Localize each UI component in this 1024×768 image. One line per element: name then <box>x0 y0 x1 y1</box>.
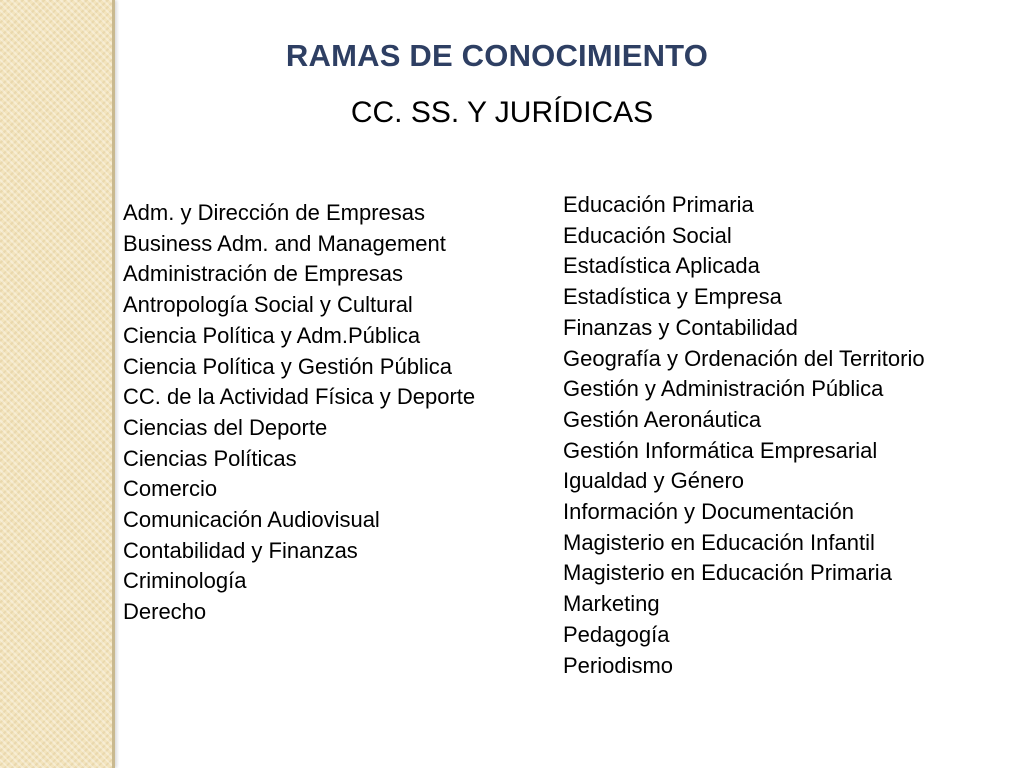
list-item: Antropología Social y Cultural <box>123 292 413 318</box>
degree-list-left <box>123 198 475 628</box>
list-item: Contabilidad y Finanzas <box>123 537 358 563</box>
list-item: Marketing <box>563 591 660 617</box>
slide-title: RAMAS DE CONOCIMIENTO <box>285 38 709 73</box>
list-item: Educación Social <box>563 222 732 248</box>
list-item: Gestión y Administración Pública <box>563 376 884 402</box>
list-item: Business Adm. and Management <box>123 230 446 256</box>
list-item: Igualdad y Género <box>563 468 745 494</box>
list-item: Educación Primaria <box>563 192 754 217</box>
list-item: Comunicación Audiovisual <box>123 507 380 533</box>
list-item: Ciencia Política y Adm.Pública <box>123 322 421 348</box>
list-item: Magisterio en Educación Infantil <box>563 529 875 555</box>
list-item: Ciencias del Deporte <box>123 414 328 440</box>
list-item: Derecho <box>123 599 207 625</box>
list-item: Gestión Aeronáutica <box>563 406 762 432</box>
list-item: Periodismo <box>563 652 674 678</box>
list-item: Pedagogía <box>563 621 670 647</box>
list-item: Finanzas y Contabilidad <box>563 314 798 340</box>
list-item: Información y Documentación <box>563 499 855 525</box>
list-item: Criminología <box>123 568 247 594</box>
list-item: CC. de la Actividad Física y Deporte <box>123 384 476 410</box>
list-item: Magisterio en Educación Primaria <box>563 560 892 586</box>
list-item: Estadística y Empresa <box>563 284 782 310</box>
list-item: Adm. y Dirección de Empresas <box>123 200 425 225</box>
list-item: Administración de Empresas <box>123 261 404 287</box>
list-item: Gestión Informática Empresarial <box>563 437 878 463</box>
list-item: Ciencia Política y Gestión Pública <box>123 353 452 379</box>
degree-list-right <box>563 190 925 681</box>
list-item: Estadística Aplicada <box>563 253 760 279</box>
list-item: Ciencias Políticas <box>123 445 297 471</box>
list-item: Comercio <box>123 476 218 502</box>
slide-subtitle: CC. SS. Y JURÍDICAS <box>350 96 654 129</box>
list-item: Geografía y Ordenación del Territorio <box>563 345 925 371</box>
